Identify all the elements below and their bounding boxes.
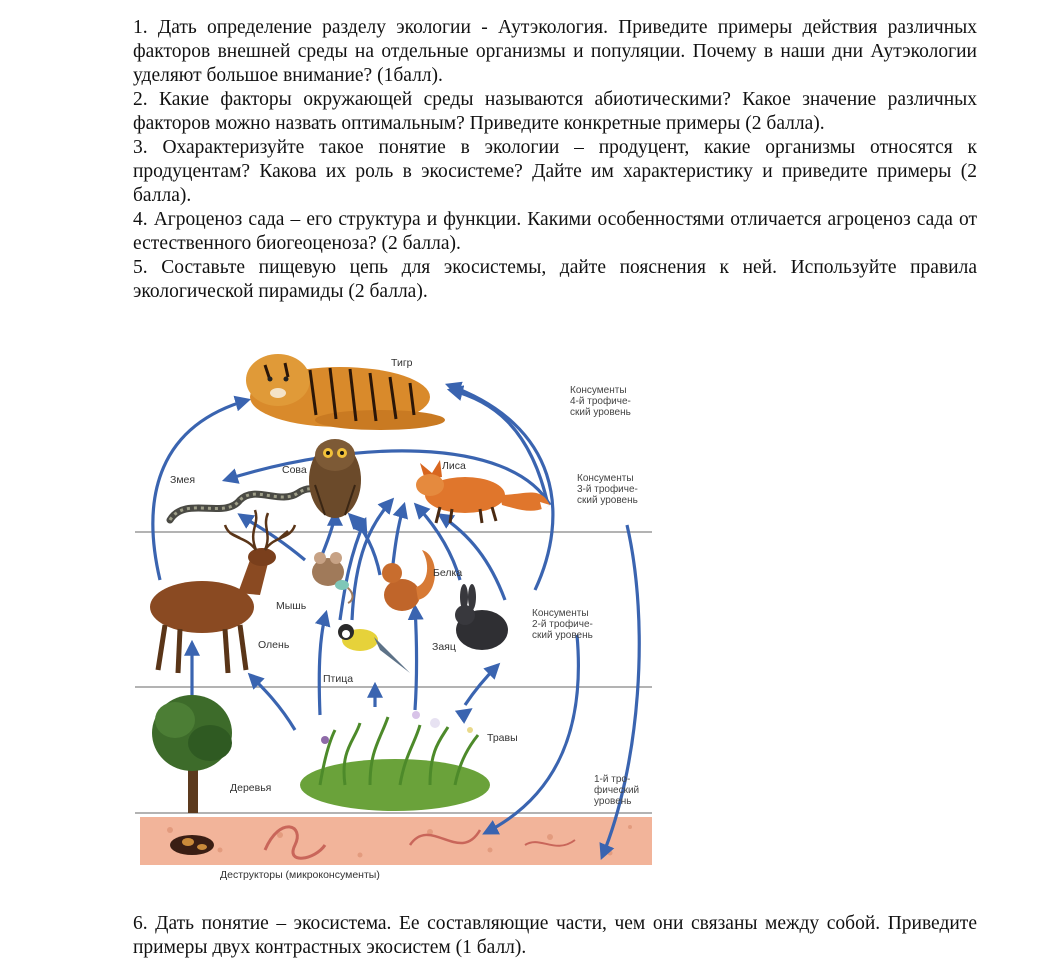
arrow-grass-to-squirrel bbox=[415, 607, 417, 710]
hare-illustration bbox=[455, 584, 508, 650]
fox-label: Лиса bbox=[442, 460, 466, 472]
food-web-svg bbox=[130, 345, 660, 890]
soil-strip bbox=[140, 817, 652, 865]
squirrel-illustration bbox=[382, 550, 435, 611]
level2-label: Консументы 2-й трофиче- ский уровень bbox=[532, 608, 593, 641]
food-web-figure bbox=[130, 345, 660, 890]
squirrel-label: Белка bbox=[433, 567, 463, 579]
arrow-deer-to-tiger bbox=[153, 400, 248, 580]
level3-label: Консументы 3-й трофиче- ский уровень bbox=[577, 473, 638, 506]
decomposers-label: Деструкторы (микроконсументы) bbox=[220, 869, 380, 881]
level4-label: Консументы 4-й трофиче- ский уровень bbox=[570, 385, 631, 418]
questions-block bbox=[133, 16, 977, 304]
arrow-squirrel-to-fox bbox=[392, 505, 404, 573]
fox-illustration bbox=[416, 460, 550, 523]
level1-label: 1-й тро- фический уровень bbox=[594, 774, 640, 807]
hare-label: Заяц bbox=[432, 641, 456, 653]
arrow-grass-to-mouse bbox=[319, 613, 326, 715]
snake-illustration bbox=[170, 489, 322, 520]
arrow-grass-to-level1 bbox=[460, 710, 470, 717]
tiger-label: Тигр bbox=[391, 357, 413, 369]
arrow-grass-to-hare bbox=[465, 665, 498, 705]
beetle-icon bbox=[170, 835, 214, 855]
snake-label: Змея bbox=[170, 474, 196, 486]
arrow-mouse-to-owl bbox=[322, 513, 335, 555]
question-5: 5. Составьте пищевую цепь для экосистемы, дайте пояснения к ней. Используйте правила экологической пирамиды (2 балла). bbox=[133, 257, 977, 302]
owl-label: Сова bbox=[282, 464, 307, 476]
trees-label: Деревья bbox=[230, 782, 272, 794]
question-4: 4. Агроценоз сада – его структура и функции. Какими особенностями отличается агроценоз сада от естественного биогеоценоза? (2 балла). bbox=[133, 209, 977, 254]
trees-illustration bbox=[152, 695, 232, 813]
grass-illustration bbox=[300, 711, 490, 811]
question-3: 3. Охарактеризуйте такое понятие в экологии – продуцент, какие организмы относятся к продуцентам? Какова их роль в экосистеме? Дайте им характеристику и приведите примеры (2 балла). bbox=[133, 137, 977, 206]
grass-label: Травы bbox=[487, 732, 518, 744]
tiger-illustration bbox=[246, 354, 445, 430]
question-2: 2. Какие факторы окружающей среды называются абиотическими? Какое значение различных факторов можно назвать оптимальным? Приведите конкретные примеры (2 балла). bbox=[133, 89, 977, 134]
owl-illustration bbox=[309, 439, 361, 518]
arrow-grass-to-deer bbox=[250, 675, 295, 730]
bird-illustration bbox=[338, 624, 410, 673]
bird-label: Птица bbox=[323, 673, 354, 685]
question-1: 1. Дать определение разделу экологии - Аутэкология. Приведите примеры действия различных факторов внешней среды на отдельные организмы и популяции. Почему в наши дни Аутэкологии уделяют большое внимание? (1балл). bbox=[133, 17, 977, 86]
arrow-level3-to-soil bbox=[602, 525, 639, 857]
mouse-label: Мышь bbox=[276, 600, 307, 612]
question-6: 6. Дать понятие – экосистема. Ее составляющие части, чем они связаны между собой. Приведите примеры двух контрастных экосистем (1 балл). bbox=[133, 913, 977, 958]
deer-label: Олень bbox=[258, 639, 290, 651]
